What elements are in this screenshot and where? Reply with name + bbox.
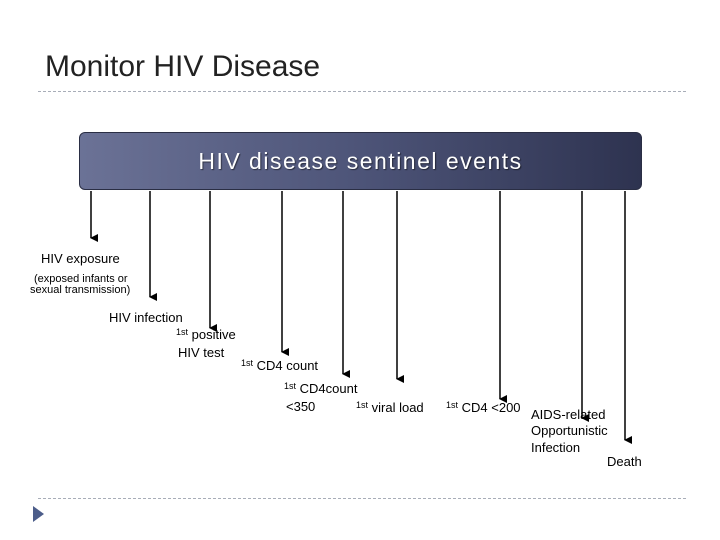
label-aids-2: Opportunistic <box>531 423 608 438</box>
banner-title: HIV disease sentinel events <box>198 147 523 174</box>
label-hiv-infection: HIV infection <box>109 310 183 325</box>
label-positive-test-1: $^{1st}$ positive <box>176 327 236 342</box>
label-exposure-note-1: (exposed infants or <box>34 273 128 285</box>
label-viral-load: $^{1st}$ viral load <box>356 400 424 415</box>
label-cd4-200: $^{1st}$ CD4 <200 <box>446 400 521 415</box>
label-hiv-exposure: HIV exposure <box>41 251 120 266</box>
label-aids-3: Infection <box>531 440 581 455</box>
slide-title: Monitor HIV Disease <box>45 50 321 83</box>
label-death: Death <box>607 454 642 469</box>
label-cd4-count: $^{1st}$ CD4 count <box>241 358 319 373</box>
label-aids-1: AIDS-related <box>531 407 606 422</box>
footer-divider <box>38 498 686 499</box>
label-exposure-note-2: sexual transmission) <box>30 284 131 296</box>
slide-bullet-icon <box>33 506 44 522</box>
label-positive-test-2: HIV test <box>178 345 225 360</box>
label-cd4-350-1: $^{1st}$ CD4count <box>284 381 358 396</box>
label-cd4-350-2: <350 <box>286 399 316 414</box>
